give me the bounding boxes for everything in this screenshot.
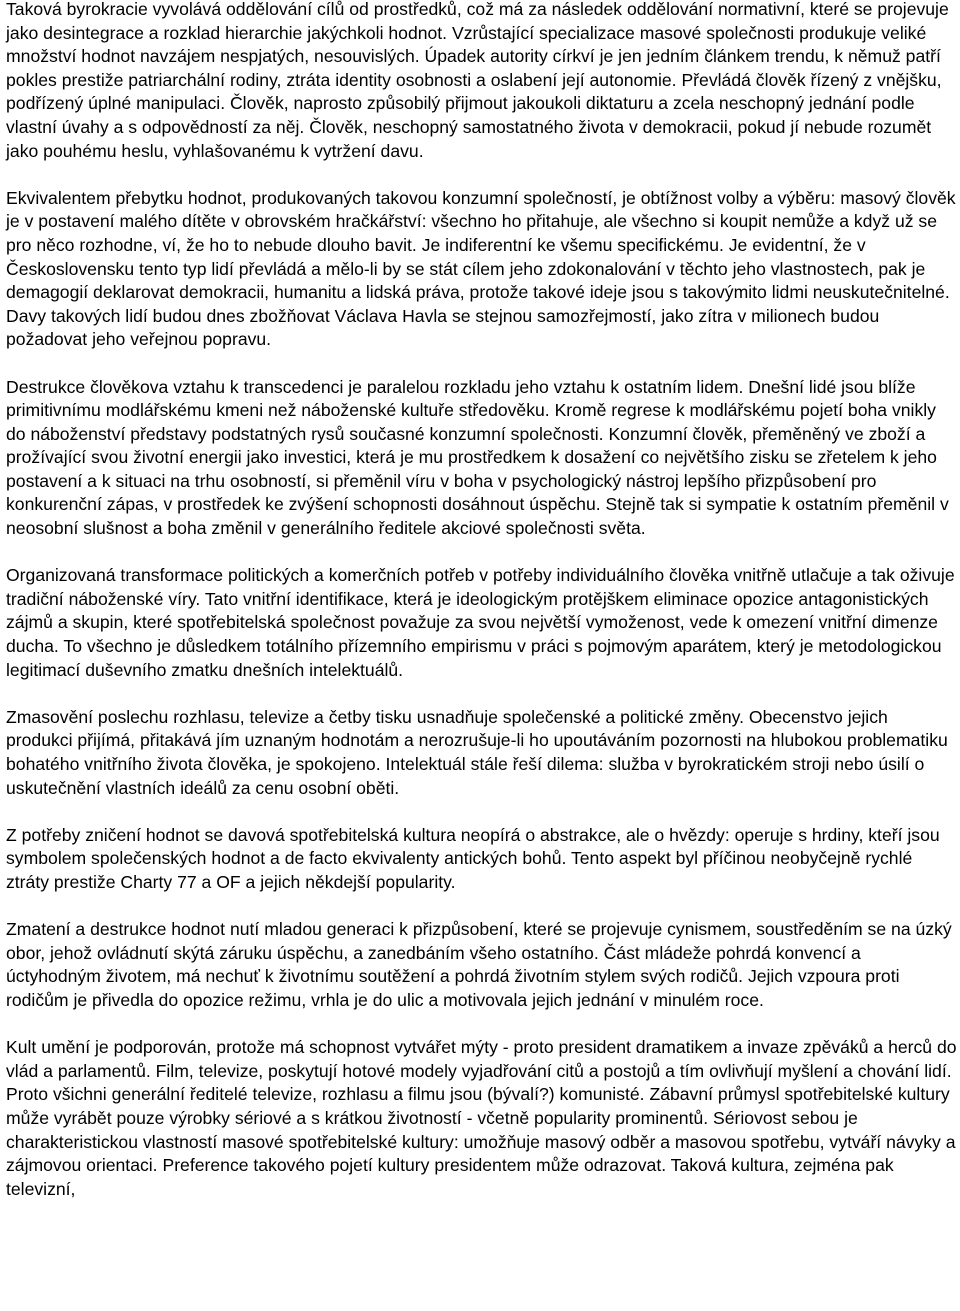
paragraph-6: Z potřeby zničení hodnot se davová spotřebitelská kultura neopírá o abstrakce, ale o hvězdy: operuje s hrdiny, kteří jsou symbolem společenských hodnot a de facto ekvivalenty antických bohů. Tento aspekt byl příčinou neobyčejně rychlé ztráty prestiže Charty 77 a OF a jejich někdejší popularity. <box>6 824 940 892</box>
document-page <box>6 0 958 1225</box>
paragraph-2: Ekvivalentem přebytku hodnot, produkovaných takovou konzumní společností, je obtížnost volby a výběru: masový člověk je v postavení malého dítěte v obrovském hračkářství: všechno ho přitahuje, ale všechno si koupit nemůže a když už se pro něco rozhodne, ví, že ho to nebude dlouho bavit. Je indiferentní ke všemu specifickému. Je evidentní, že v Československu tento typ lidí převládá a mělo-li by se stát cílem jeho zdokonalování v těchto jeho vlastnostech, pak je demagogií deklarovat demokracii, humanitu a lidská práva, protože takové ideje jsou s takovýmito lidmi neuskutečnitelné. Davy takových lidí budou dnes zbožňovat Václava Havla se stejnou samozřejmostí, jako zítra v milionech budou požadovat jeho veřejnou popravu. <box>6 187 956 350</box>
paragraph-3: Destrukce člověkova vztahu k transcedenci je paralelou rozkladu jeho vztahu k ostatním lidem. Dnešní lidé jsou blíže primitivnímu modlářskému kmeni než náboženské kultuře středověku. Kromě regrese k modlářskému pojetí boha vnikly do náboženství představy podstatných rysů současné konzumní společnosti. Konzumní člověk, přeměněný ve zboží a prožívající svou životní energii jako investici, která je mu prostředkem k dosažení co největšího zisku se zřetelem k jeho postavení a k situaci na trhu osobností, si přeměnil víru v boha v psychologický nástroj lepšího přizpůsobení pro konkurenční zápas, v prostředek ke zvýšení schopnosti dosáhnout úspěchu. Stejně tak si sympatie k ostatním přeměnil v neosobní slušnost a boha změnil v generálního ředitele akciové společnosti světa. <box>6 376 949 539</box>
paragraph-5: Zmasovění poslechu rozhlasu, televize a četby tisku usnadňuje společenské a politické změny. Obecenstvo jejich produkci přijímá, přitakává jím uznaným hodnotám a nerozrušuje-li ho upoutáváním pozornosti na hlubokou problematiku bohatého vnitřního života člověka, je spokojeno. Intelektuál stále řeší dilema: služba v byrokratickém stroji nebo úsilí o uskutečnění vlastních ideálů za cenu osobní oběti. <box>6 706 948 798</box>
paragraph-1: Taková byrokracie vyvolává oddělování cílů od prostředků, což má za následek oddělování normativní, které se projevuje jako desintegrace a rozklad hierarchie jakýchkoli hodnot. Vzrůstající specializace masové společnosti produkuje veliké množství hodnot navzájem nespjatých, nesouvislých. Úpadek autority církví je jen jedním článkem trendu, k němuž patří pokles prestiže patriarchální rodiny, ztráta identity osobnosti a oslabení její autonomie. Převládá člověk řízený z vnějšku, podřízený úplné manipulaci. Člověk, naprosto způsobilý přijmout jakoukoli diktaturu a zcela neschopný jednání podle vlastní úvahy a s odpovědností za něj. Člověk, neschopný samostatného života v demokracii, pokud jí nebude rozumět jako pouhému heslu, vyhlašovanému k vytržení davu. <box>6 0 949 161</box>
paragraph-7: Zmatení a destrukce hodnot nutí mladou generaci k přizpůsobení, které se projevuje cynismem, soustředěním se na úzký obor, jehož ovládnutí skýtá záruku úspěchu, a zanedbáním všeho ostatního. Část mládeže pohrdá konvencí a úctyhodným životem, má nechuť k životnímu soutěžení a pohrdá životním stylem svých rodičů. Jejich vzpoura proti rodičům je přivedla do opozice režimu, vrhla je do ulic a motivovala jejich jednání v minulém roce. <box>6 919 952 1010</box>
paragraph-8: Kult umění je podporován, protože má schopnost vytvářet mýty - proto president dramatikem a invaze zpěváků a herců do vlád a parlamentů. Film, televize, poskytují hotové modely vyjadřování citů a postojů a tím ovlivňují myšlení a chování lidí. Proto všichni generální ředitelé televize, rozhlasu a filmu jsou (bývalí?) komunisté. Zábavní průmysl spotřebitelské kultury může vyrábět pouze výrobky sériové a s krátkou životností - včetně popularity prominentů. Sériovost sebou je charakteristickou vlastností masové spotřebitelské kultury: umožňuje masový odběr a masovou spotřebu, vytváří návyky a zájmovou orientaci. Preference takového pojetí kultury presidentem může odrazovat. Taková kultura, zejména pak televizní, <box>6 1037 957 1199</box>
paragraph-4: Organizovaná transformace politických a komerčních potřeb v potřeby individuálního člověka vnitřně utlačuje a tak oživuje tradiční náboženské víry. Tato vnitřní identifikace, která je ideologickým protějškem eliminace opozice antagonistických zájmů a skupin, které spotřebitelská společnost považuje za svou největší vymoženost, vede k omezení vnitřní dimenze ducha. To všechno je důsledkem totálního přízemního empirismu v práci s pojmovým aparátem, který je metodologickou legitimací duševního zmatku dnešních intelektuálů. <box>6 565 955 680</box>
